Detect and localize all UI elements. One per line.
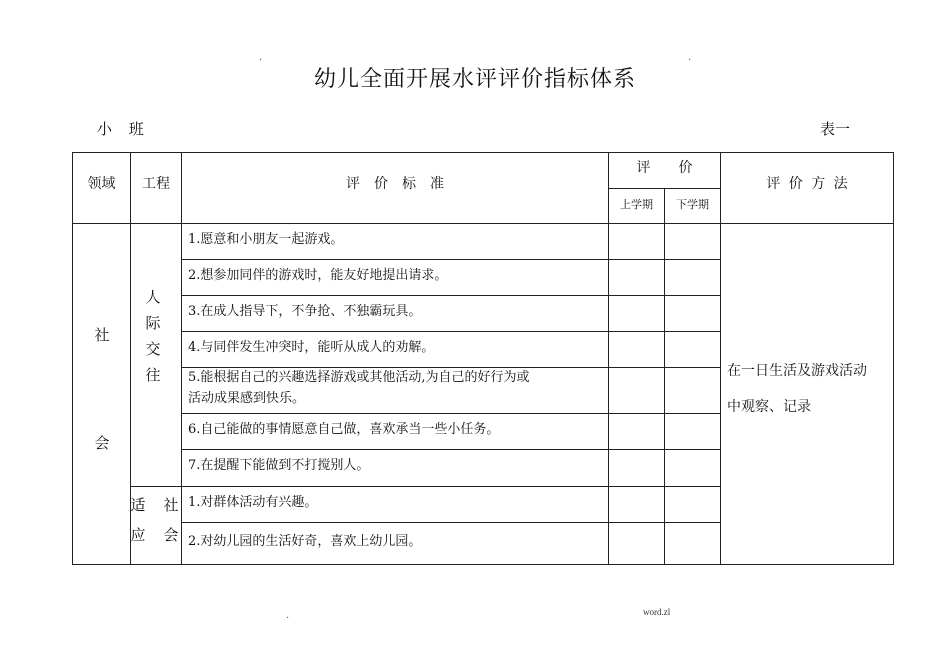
- domain-social: 社: [94, 326, 110, 344]
- criteria-item: 2.想参加同伴的游戏时，能友好地提出请求。: [188, 268, 448, 283]
- project-interpersonal: 人 际 交 往: [145, 288, 161, 384]
- criteria-item: 5.能根据自己的兴趣选择游戏或其他活动,为自己的好行为或: [188, 370, 530, 385]
- header-domain: 领域: [87, 176, 116, 192]
- project-adapt-left: 适 应: [130, 496, 146, 544]
- header-evaluation: 评 价: [636, 160, 693, 176]
- method-text-line2: 中观察、记录: [727, 399, 811, 415]
- criteria-item: 1.愿意和小朋友一起游戏。: [188, 232, 344, 247]
- header-method: 评 价 方 法: [766, 176, 848, 192]
- method-text-line1: 在一日生活及游戏活动: [727, 363, 867, 379]
- header-term2: 下学期: [676, 198, 709, 211]
- criteria-item: 6.自己能做的事情愿意自己做，喜欢承当一些小任务。: [188, 422, 500, 437]
- class-label: 小 班: [97, 120, 150, 138]
- top-dot-right: .: [688, 52, 692, 63]
- criteria-item: 7.在提醒下能做到不打搅别人。: [188, 458, 370, 473]
- header-term1: 上学期: [620, 198, 653, 211]
- page-title: 幼儿全面开展水评评价指标体系: [313, 67, 636, 92]
- criteria-item: 4.与同伴发生冲突时，能听从成人的劝解。: [188, 340, 435, 355]
- criteria-item: 3.在成人指导下，不争抢、不独霸玩具。: [188, 304, 422, 319]
- header-criteria: 评 价 标 准: [346, 176, 444, 192]
- project-adapt-right: 社 会: [163, 496, 179, 544]
- bottom-dot-left: .: [286, 610, 290, 621]
- footer-mark: word.zl: [643, 607, 671, 617]
- criteria-item: 1.对群体活动有兴趣。: [188, 495, 318, 510]
- domain-social-2: 会: [94, 434, 110, 452]
- criteria-item: 活动成果感到快乐。: [188, 391, 306, 406]
- top-dot-left: .: [259, 52, 263, 63]
- table-id: 表一: [820, 120, 851, 138]
- header-project: 工程: [142, 176, 170, 192]
- criteria-item: 2.对幼儿园的生活好奇，喜欢上幼儿园。: [188, 534, 422, 549]
